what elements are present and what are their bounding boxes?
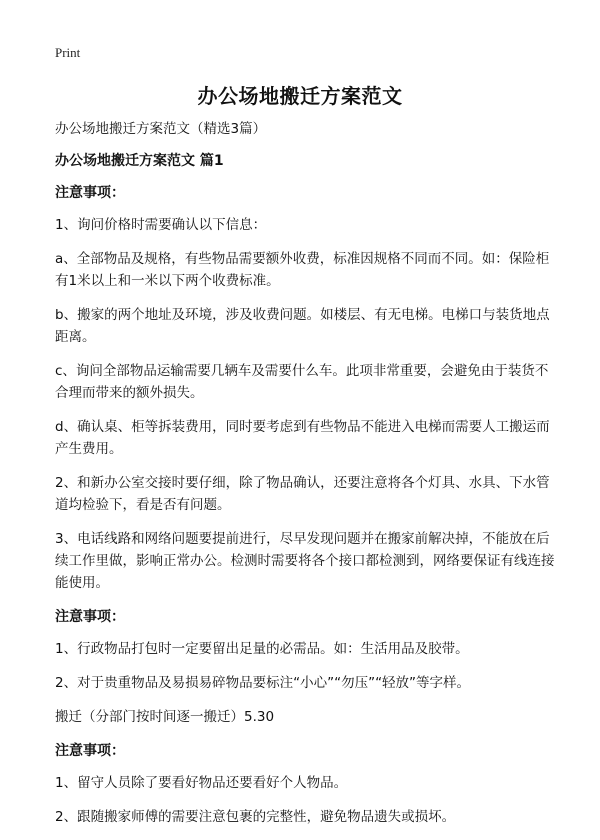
paragraph: 1、询问价格时需要确认以下信息： xyxy=(55,217,267,233)
paragraph: a、全部物品及规格，有些物品需要额外收费，标准因规格不同而不同。如：保险柜有1米以上和一米以下两个收费标准。 xyxy=(55,251,550,289)
paragraph: 1、行政物品打包时一定要留出足量的必需品。如：生活用品及胶带。 xyxy=(55,641,469,657)
paragraph: 搬迁（分部门按时间逐一搬迁）5.30 xyxy=(55,709,275,725)
notice-heading: 注意事项： xyxy=(55,185,125,201)
notice-heading: 注意事项： xyxy=(55,743,125,759)
paragraph: d、确认桌、柜等拆装费用，同时要考虑到有些物品不能进入电梯而需要人工搬运而产生费用。 xyxy=(55,419,550,457)
document-body xyxy=(55,182,560,828)
paragraph: 3、电话线路和网络问题要提前进行，尽早发现问题并在搬家前解决掉，不能放在后续工作里做，影响正常办公。检测时需要将各个接口都检测到，网络要保证有线连接能使用。 xyxy=(55,531,555,591)
notice-heading: 注意事项： xyxy=(55,609,125,625)
section-heading: 办公场地搬迁方案范文 篇1 xyxy=(55,153,224,169)
paragraph: 2、对于贵重物品及易损易碎物品要标注“小心”“勿压”“轻放”等字样。 xyxy=(55,675,471,691)
document-title: 办公场地搬迁方案范文 xyxy=(197,84,403,108)
paragraph: 2、跟随搬家师傅的需要注意包裹的完整性，避免物品遗失或损坏。 xyxy=(55,809,456,825)
paragraph: 1、留守人员除了要看好物品还要看好个人物品。 xyxy=(55,775,348,791)
paragraph: c、询问全部物品运输需要几辆车及需要什么车。此项非常重要，会避免由于装货不合理而带来的额外损失。 xyxy=(55,363,549,401)
print-label: Print xyxy=(55,45,81,60)
paragraph: b、搬家的两个地址及环境，涉及收费问题。如楼层、有无电梯。电梯口与装货地点距离。 xyxy=(55,307,550,345)
document-content xyxy=(55,118,560,840)
paragraph: 2、和新办公室交接时要仔细，除了物品确认，还要注意将各个灯具、水具、下水管道均检验下，看是否有问题。 xyxy=(55,475,550,513)
document-subtitle: 办公场地搬迁方案范文（精选3篇） xyxy=(55,121,267,137)
